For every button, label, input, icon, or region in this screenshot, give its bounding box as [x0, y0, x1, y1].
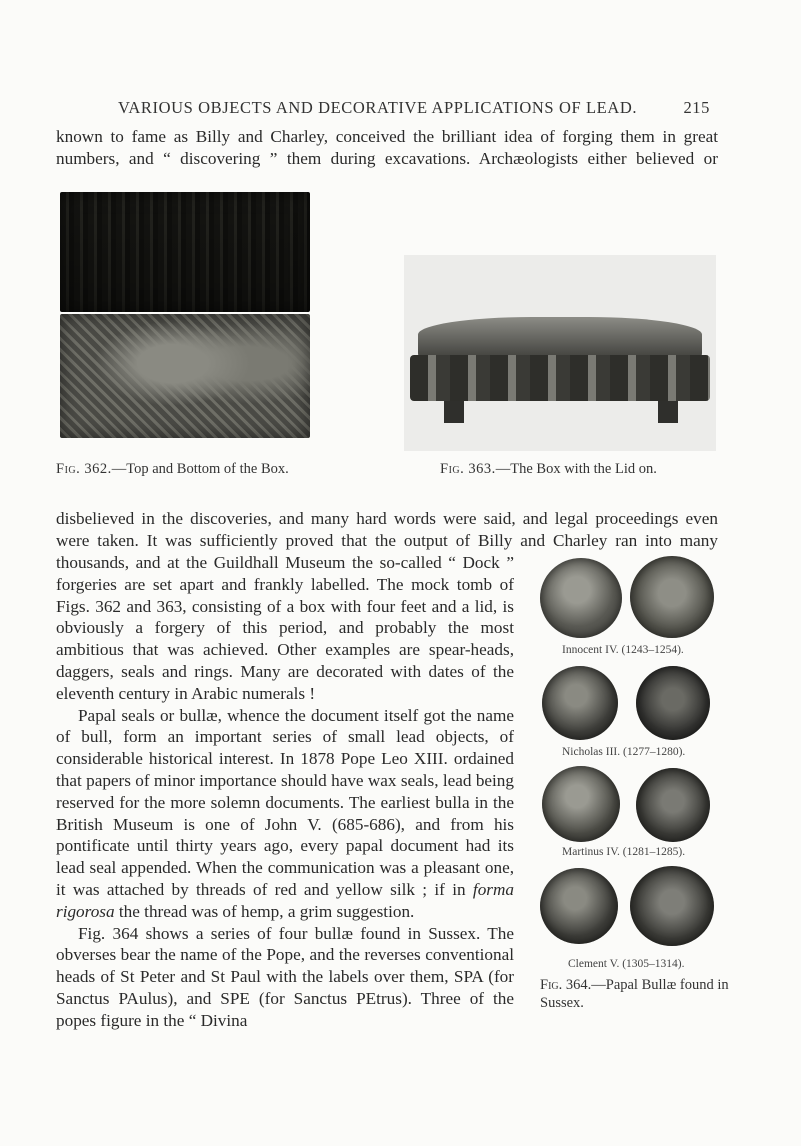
- column-paragraph-1: thousands, and at the Guildhall Museum the so-called “ Dock ” forgeries are set apart and frankly labelled. The mock tomb of Figs. 362 and 363, consisting of a box with four feet and a lid, is obviously a forgery of this period, and probably the most ambitious that was achieved. Other examples are spear-heads, daggers, seals and rings. Many are decorated with dates of the eleventh century in Arabic numerals !: [56, 553, 514, 703]
- left-column: [56, 552, 514, 1032]
- seal-clement-obverse: [540, 868, 618, 944]
- box-body-shape: [410, 355, 710, 401]
- column-paragraph-2-start: Papal seals or bullæ, whence the document itself got the name of bull, form an important series of small lead objects, of considerable historical interest. In 1878 Pope Leo XIII. ordained that papers of minor importance should have wax seals, lead being reserved for the more solemn documents. The earliest bulla in the British Museum is one of John V. (685-686), and from his pontificate until thirty years ago, every papal document had its lead seal appended. When the communication was a pleasant one, it was attached by threads of red and yellow silk ; if in: [56, 705, 514, 899]
- seal-caption-clement: Clement V. (1305–1314).: [568, 958, 685, 970]
- seal-nicholas-reverse: [636, 666, 710, 740]
- fig-363-text: —The Box with the Lid on.: [495, 461, 657, 477]
- running-title: VARIOUS OBJECTS AND DECORATIVE APPLICATIONS OF LEAD.: [118, 98, 638, 117]
- fig-364-caption: [540, 976, 740, 1012]
- italic-phrase: forma rigorosa: [56, 879, 514, 921]
- fig-363-image: [404, 255, 716, 451]
- seal-innocent-reverse: [630, 556, 714, 638]
- seal-nicholas-obverse: [542, 666, 618, 740]
- paragraph-top: known to fame as Billy and Charley, conceived the brilliant idea of forging them in great numbers, and “ discovering ” them during excavations. Archæologists either believed or: [56, 127, 718, 168]
- box-foot-left: [444, 401, 464, 423]
- fig-363-label: Fig. 363.: [440, 461, 496, 477]
- seal-caption-martinus: Martinus IV. (1281–1285).: [562, 846, 686, 858]
- box-top-plate: [60, 192, 310, 312]
- seal-clement-reverse: [630, 866, 714, 946]
- seal-caption-innocent: Innocent IV. (1243–1254).: [562, 644, 684, 656]
- paragraph-middle: disbelieved in the discoveries, and many hard words were said, and legal proceedings even were taken. It was sufficiently proved that the output of Billy and Charley ran into many: [56, 509, 718, 550]
- seal-martinus-reverse: [636, 768, 710, 842]
- box-bottom-plate: [60, 314, 310, 438]
- fig-363-caption: [440, 461, 657, 478]
- seal-martinus-obverse: [542, 766, 620, 842]
- fig-364-text: —Papal Bullæ found in Sussex.: [540, 977, 729, 1011]
- running-header: [118, 98, 710, 118]
- fig-364-label: Fig. 364.: [540, 977, 592, 993]
- column-paragraph-2-end: the thread was of hemp, a grim suggestion.: [114, 901, 415, 921]
- page-number: 215: [683, 98, 710, 117]
- fig-362-label: Fig. 362.: [56, 461, 112, 477]
- seal-innocent-obverse: [540, 558, 622, 638]
- fig-362-text: —Top and Bottom of the Box.: [111, 461, 289, 477]
- fig-362-caption: [56, 461, 289, 478]
- box-foot-right: [658, 401, 678, 423]
- column-paragraph-3: Fig. 364 shows a series of four bullæ found in Sussex. The obverses bear the name of the Pope, and the reverses conventional heads of St Peter and St Paul with the labels over them, SPA (for Sanctus PAulus), and SPE (for Sanctus PEtrus). Three of the popes figure in the “ Divina: [56, 923, 514, 1030]
- column-paragraph-2: [56, 705, 514, 923]
- seal-caption-nicholas: Nicholas III. (1277–1280).: [562, 746, 686, 758]
